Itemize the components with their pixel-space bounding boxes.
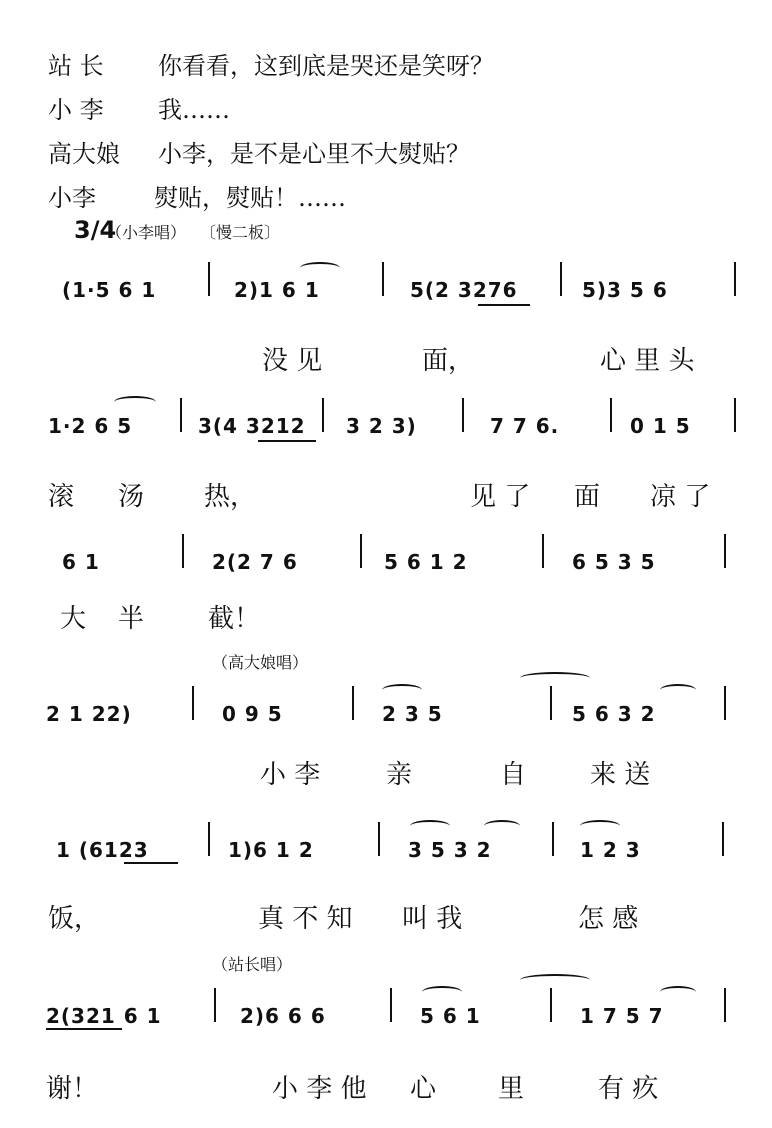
lyric: 面， <box>422 346 475 376</box>
bar-line <box>192 686 194 720</box>
lyric: 小 李 <box>260 760 321 790</box>
measure: 1 7 5 7 <box>580 1004 664 1028</box>
measure: 6 1 <box>62 550 100 574</box>
slur <box>660 986 696 998</box>
measure: 1·2 6 5 <box>48 414 133 438</box>
measure: 2(321 6 1 <box>46 1004 162 1028</box>
measure: 1 2 3 <box>580 838 641 862</box>
bar-line <box>360 534 362 568</box>
bar-line <box>550 686 552 720</box>
singer-note: （小李唱） <box>106 223 187 242</box>
lyric: 汤 <box>118 482 145 512</box>
measure: 6 5 3 5 <box>572 550 656 574</box>
dialogue-line <box>48 178 346 213</box>
lyric: 面 <box>574 482 601 512</box>
bar-line <box>462 398 464 432</box>
lyric: 有 疚 <box>598 1074 659 1104</box>
lyric: 谢！ <box>46 1074 99 1104</box>
slur <box>422 986 462 998</box>
bar-line <box>722 822 724 856</box>
bar-line <box>550 988 552 1022</box>
slur <box>660 684 696 696</box>
bar-line <box>180 398 182 432</box>
time-signature: 3/4 <box>74 216 117 244</box>
bar-line <box>734 398 736 432</box>
bar-line <box>378 822 380 856</box>
measure: 2)6 6 6 <box>240 1004 326 1028</box>
bar-line <box>208 262 210 296</box>
slur <box>300 262 340 274</box>
measure: 3 5 3 2 <box>408 838 492 862</box>
speaker-name: 小 李 <box>48 96 104 124</box>
tempo-note: 〔慢二板〕 <box>200 223 281 242</box>
measure: 2 1 22) <box>46 702 132 726</box>
lyric: 大 <box>60 604 87 634</box>
beam-line <box>478 304 530 306</box>
tie <box>520 974 590 986</box>
lyric: 怎 感 <box>578 904 639 934</box>
lyric: 来 送 <box>590 760 651 790</box>
slur <box>410 820 450 832</box>
bar-line <box>734 262 736 296</box>
measure: 7 7 6. <box>490 414 560 438</box>
lyric: 饭， <box>48 904 101 934</box>
dialogue-line <box>48 134 470 169</box>
singer-note: （高大娘唱） <box>212 653 309 672</box>
measure: (1·5 6 1 <box>62 278 157 302</box>
measure: 2 3 5 <box>382 702 443 726</box>
bar-line <box>724 534 726 568</box>
lyric: 见 了 <box>470 482 531 512</box>
singer-note: （站长唱） <box>212 955 293 974</box>
beam-line <box>124 862 178 864</box>
tie <box>520 672 590 684</box>
lyric: 小 李 他 <box>272 1074 367 1104</box>
speaker-name: 高大娘 <box>48 140 120 168</box>
lyric: 自 <box>500 760 527 790</box>
measure: 5 6 1 <box>420 1004 481 1028</box>
measure: 3(4 3212 <box>198 414 306 438</box>
lyric: 里 <box>498 1074 525 1104</box>
lyric: 心 <box>410 1074 437 1104</box>
dialogue-text: 你看看，这到底是哭还是笑呀？ <box>158 52 494 80</box>
bar-line <box>322 398 324 432</box>
lyric: 滚 <box>48 482 75 512</box>
measure: 3 2 3) <box>346 414 417 438</box>
dialogue-text: 我…… <box>158 96 230 124</box>
bar-line <box>552 822 554 856</box>
dialogue-line <box>48 46 494 81</box>
bar-line <box>610 398 612 432</box>
dialogue-line <box>48 90 230 125</box>
measure: 2)1 6 1 <box>234 278 320 302</box>
bar-line <box>724 988 726 1022</box>
measure: 2(2 7 6 <box>212 550 298 574</box>
bar-line <box>560 262 562 296</box>
dialogue-text: 小李，是不是心里不大熨贴？ <box>158 140 470 168</box>
lyric: 凉 了 <box>650 482 711 512</box>
speaker-name: 站 长 <box>48 52 104 80</box>
bar-line <box>382 262 384 296</box>
measure: 5 6 1 2 <box>384 550 468 574</box>
measure: 0 9 5 <box>222 702 283 726</box>
measure: 0 1 5 <box>630 414 691 438</box>
slur <box>484 820 520 832</box>
bar-line <box>208 822 210 856</box>
bar-line <box>542 534 544 568</box>
bar-line <box>214 988 216 1022</box>
slur <box>580 820 620 832</box>
lyric: 亲 <box>386 760 413 790</box>
lyric: 叫 我 <box>402 904 463 934</box>
dialogue-text: 熨贴，熨贴！…… <box>154 184 346 212</box>
bar-line <box>724 686 726 720</box>
measure: 5(2 3276 <box>410 278 518 302</box>
measure: 1)6 1 2 <box>228 838 314 862</box>
speaker-name: 小李 <box>48 184 96 212</box>
bar-line <box>390 988 392 1022</box>
measure: 5 6 3 2 <box>572 702 656 726</box>
beam-line <box>258 440 316 442</box>
bar-line <box>182 534 184 568</box>
beam-line <box>46 1028 122 1030</box>
lyric: 热， <box>204 482 257 512</box>
slur <box>114 396 156 408</box>
lyric: 没 见 <box>262 346 323 376</box>
measure: 1 (6123 <box>56 838 149 862</box>
lyric: 心 里 头 <box>600 346 695 376</box>
slur <box>382 684 422 696</box>
bar-line <box>352 686 354 720</box>
lyric: 截！ <box>208 604 261 634</box>
lyric: 真 不 知 <box>258 904 353 934</box>
measure: 5)3 5 6 <box>582 278 668 302</box>
lyric: 半 <box>118 604 145 634</box>
